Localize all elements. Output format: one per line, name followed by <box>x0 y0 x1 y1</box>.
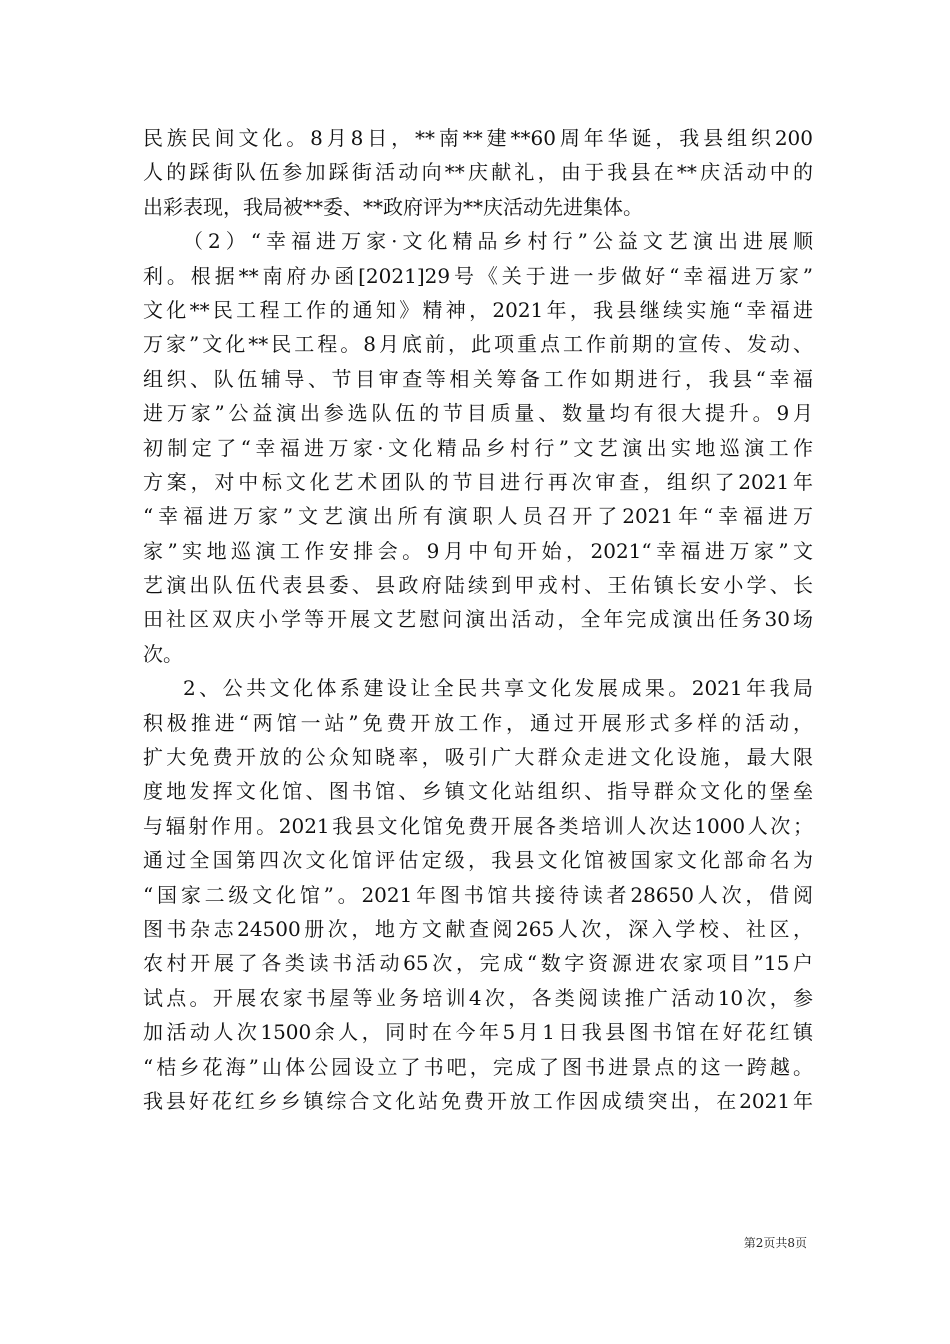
text-line: “国家二级文化馆”。2021年图书馆共接待读者28650人次，借阅 <box>143 882 813 907</box>
text-line: 我县好花红乡乡镇综合文化站免费开放工作因成绩突出，在2021年 <box>143 1088 813 1113</box>
text-line: 艺演出队伍代表县委、县政府陆续到甲戎村、王佑镇长安小学、长 <box>143 573 813 598</box>
body-text <box>143 121 813 1118</box>
text-line: 通过全国第四次文化馆评估定级，我县文化馆被国家文化部命名为 <box>143 848 813 873</box>
text-line: 图书杂志24500册次，地方文献查阅265人次，深入学校、社区， <box>143 916 813 941</box>
text-line: 田社区双庆小学等开展文艺慰问演出活动，全年完成演出任务30场 <box>143 607 813 632</box>
paragraph-first-line: （2）“幸福进万家·文化精品乡村行”公益文艺演出进展顺 <box>183 229 813 254</box>
paragraph-first-line: 2、公共文化体系建设让全民共享文化发展成果。2021年我局 <box>183 676 813 701</box>
text-line: 家”实地巡演工作安排会。9月中旬开始，2021“幸福进万家”文 <box>143 538 813 563</box>
text-line: “幸福进万家”文艺演出所有演职人员召开了2021年“幸福进万 <box>143 504 813 529</box>
text-line: 文化**民工程工作的通知》精神，2021年，我县继续实施“幸福进 <box>143 297 813 322</box>
text-line: 万家”文化**民工程。8月底前，此项重点工作前期的宣传、发动、 <box>143 332 813 357</box>
text-line: 民族民间文化。8月8日，**南**建**60周年华诞，我县组织200 <box>143 126 813 150</box>
text-line: 方案，对中标文化艺术团队的节目进行再次审查，组织了2021年 <box>143 469 813 494</box>
text-line: 试点。开展农家书屋等业务培训4次，各类阅读推广活动10次，参 <box>143 985 813 1010</box>
text-line: 利。根据**南府办函[2021]29号《关于进一步做好“幸福进万家” <box>143 263 813 288</box>
text-line: 出彩表现，我局被**委、**政府评为**庆活动先进集体。 <box>143 194 643 219</box>
text-line: 积极推进“两馆一站”免费开放工作，通过开展形式多样的活动， <box>143 710 813 735</box>
text-line: 与辐射作用。2021我县文化馆免费开展各类培训人次达1000人次； <box>143 813 813 838</box>
page-number: 第2页共8页 <box>743 1236 807 1250</box>
text-line: 初制定了“幸福进万家·文化精品乡村行”文艺演出实地巡演工作 <box>143 435 813 460</box>
text-line: 人的踩街队伍参加踩街活动向**庆献礼，由于我县在**庆活动中的 <box>143 160 813 185</box>
text-line: “桔乡花海”山体公园设立了书吧，完成了图书进景点的这一跨越。 <box>143 1054 813 1079</box>
text-line: 加活动人次1500余人，同时在今年5月1日我县图书馆在好花红镇 <box>143 1020 813 1045</box>
text-line: 农村开展了各类读书活动65次，完成“数字资源进农家项目”15户 <box>143 951 813 976</box>
text-line: 组织、队伍辅导、节目审查等相关筹备工作如期进行，我县“幸福 <box>143 366 813 391</box>
text-line: 次。 <box>143 641 183 666</box>
text-line: 度地发挥文化馆、图书馆、乡镇文化站组织、指导群众文化的堡垒 <box>143 779 813 804</box>
text-line: 扩大免费开放的公众知晓率，吸引广大群众走进文化设施，最大限 <box>143 745 813 770</box>
text-line: 进万家”公益演出参选队伍的节目质量、数量均有很大提升。9月 <box>143 401 813 426</box>
